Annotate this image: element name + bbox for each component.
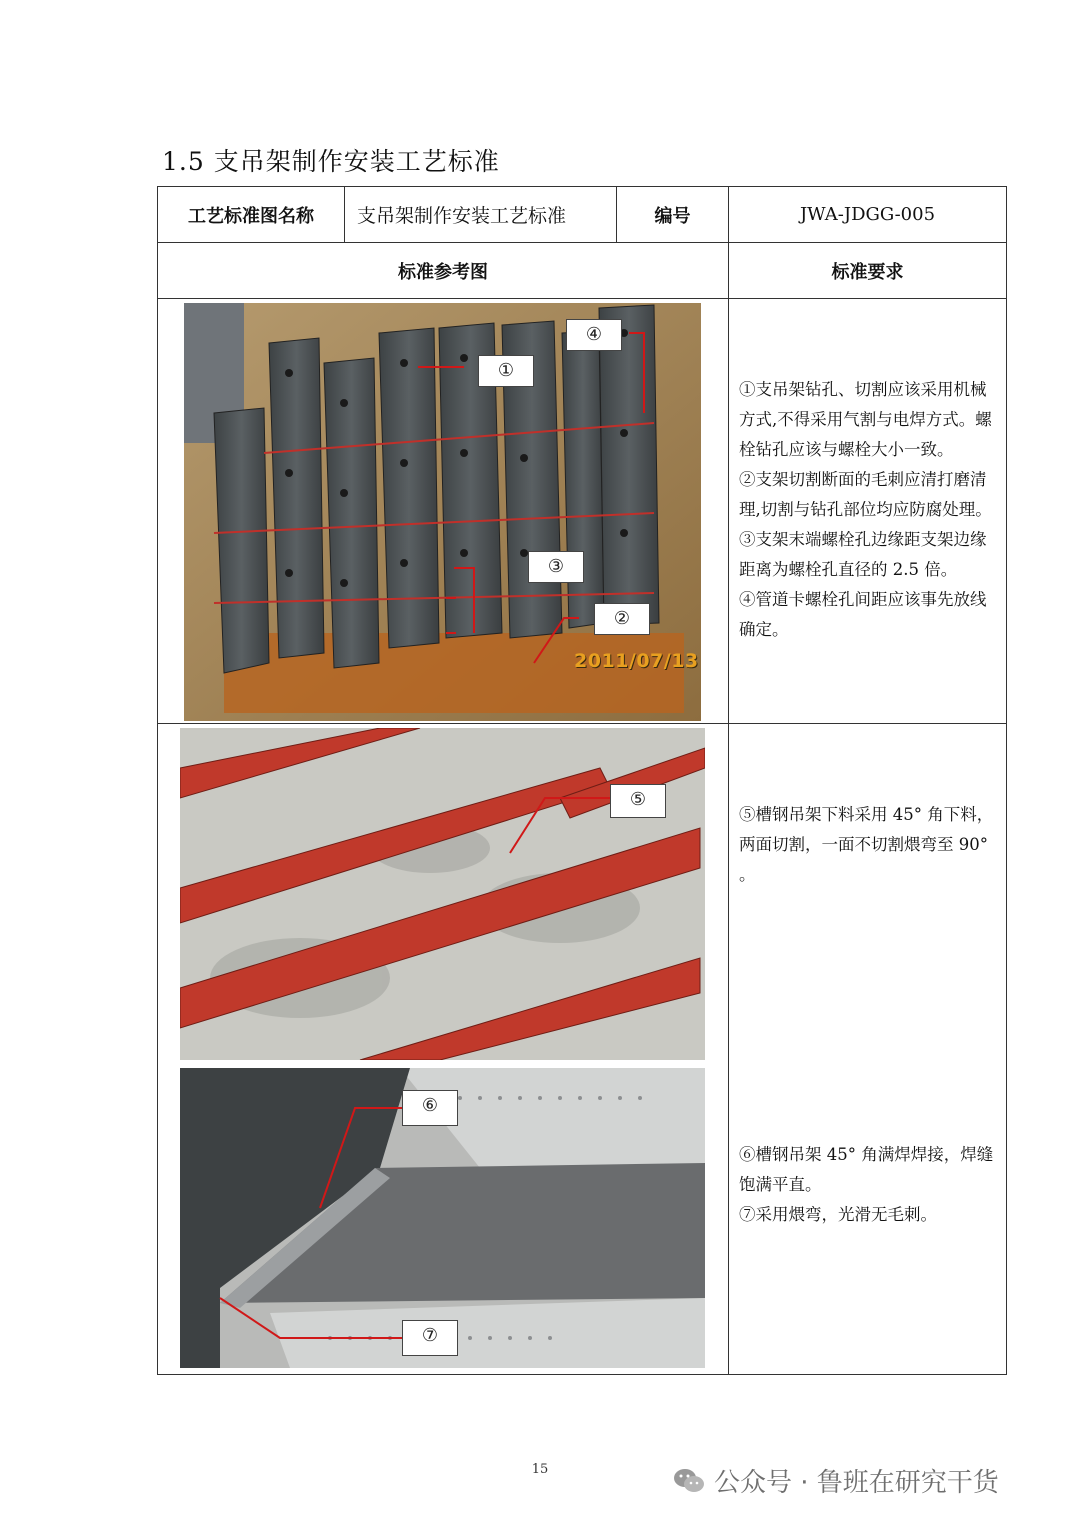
requirements-block-2-3: [729, 724, 1007, 1375]
requirement-5: ⑤槽钢吊架下料采用 45° 角下料，两面切割，一面不切割煨弯至 90° 。: [739, 805, 994, 884]
section-title: 1.5 支吊架制作安装工艺标准: [162, 147, 500, 176]
watermark: [672, 1462, 999, 1499]
page-number: 15: [531, 1462, 549, 1477]
code-value: JWA-JDGG-005: [729, 187, 1007, 243]
wechat-icon: [672, 1464, 706, 1498]
callout-6: ⑥: [402, 1090, 458, 1126]
requirement-7: ⑦采用煨弯，光滑无毛刺。: [739, 1205, 937, 1224]
callout-1: ①: [478, 355, 534, 387]
photo1-cell: [158, 299, 729, 724]
photo-cut-steel-bars: [184, 303, 701, 721]
subheader-row: [158, 243, 1007, 299]
callout-3: ③: [528, 551, 584, 583]
photo23-cell: [158, 724, 729, 1375]
date-stamp: 2011/07/13: [574, 650, 699, 672]
code-label: 编号: [617, 187, 729, 243]
requirements-block-1: [729, 299, 1007, 724]
requirement-4: ④管道卡螺栓孔间距应该事先放线确定。: [739, 590, 987, 639]
requirement-2: ②支架切割断面的毛刺应清打磨清理,切割与钻孔部位均应防腐处理。: [739, 470, 992, 519]
row-1: [158, 299, 1007, 724]
callout-7: ⑦: [402, 1320, 458, 1356]
photo-channel-hangers: [180, 728, 705, 1060]
requirement-3: ③支架末端螺栓孔边缘距支架边缘距离为螺栓孔直径的 2.5 倍。: [739, 530, 987, 579]
name-value: 支吊架制作安装工艺标准: [345, 187, 617, 243]
callout-5: ⑤: [610, 784, 666, 818]
watermark-text: 公众号 · 鲁班在研究干货: [714, 1468, 999, 1498]
callout-4: ④: [566, 319, 622, 351]
callout-2: ②: [594, 603, 650, 635]
photo-weld-corner: [180, 1068, 705, 1368]
standard-table: [157, 186, 1007, 1375]
requirements-header: 标准要求: [729, 243, 1007, 299]
requirement-1: ①支吊架钻孔、切割应该采用机械方式,不得采用气割与电焊方式。螺栓钻孔应该与螺栓大小一致。: [739, 380, 992, 459]
name-label: 工艺标准图名称: [158, 187, 345, 243]
requirement-6: ⑥槽钢吊架 45° 角满焊焊接，焊缝饱满平直。: [739, 1145, 994, 1194]
row-2: [158, 724, 1007, 1375]
header-row: [158, 187, 1007, 243]
reference-figure-header: 标准参考图: [158, 243, 729, 299]
